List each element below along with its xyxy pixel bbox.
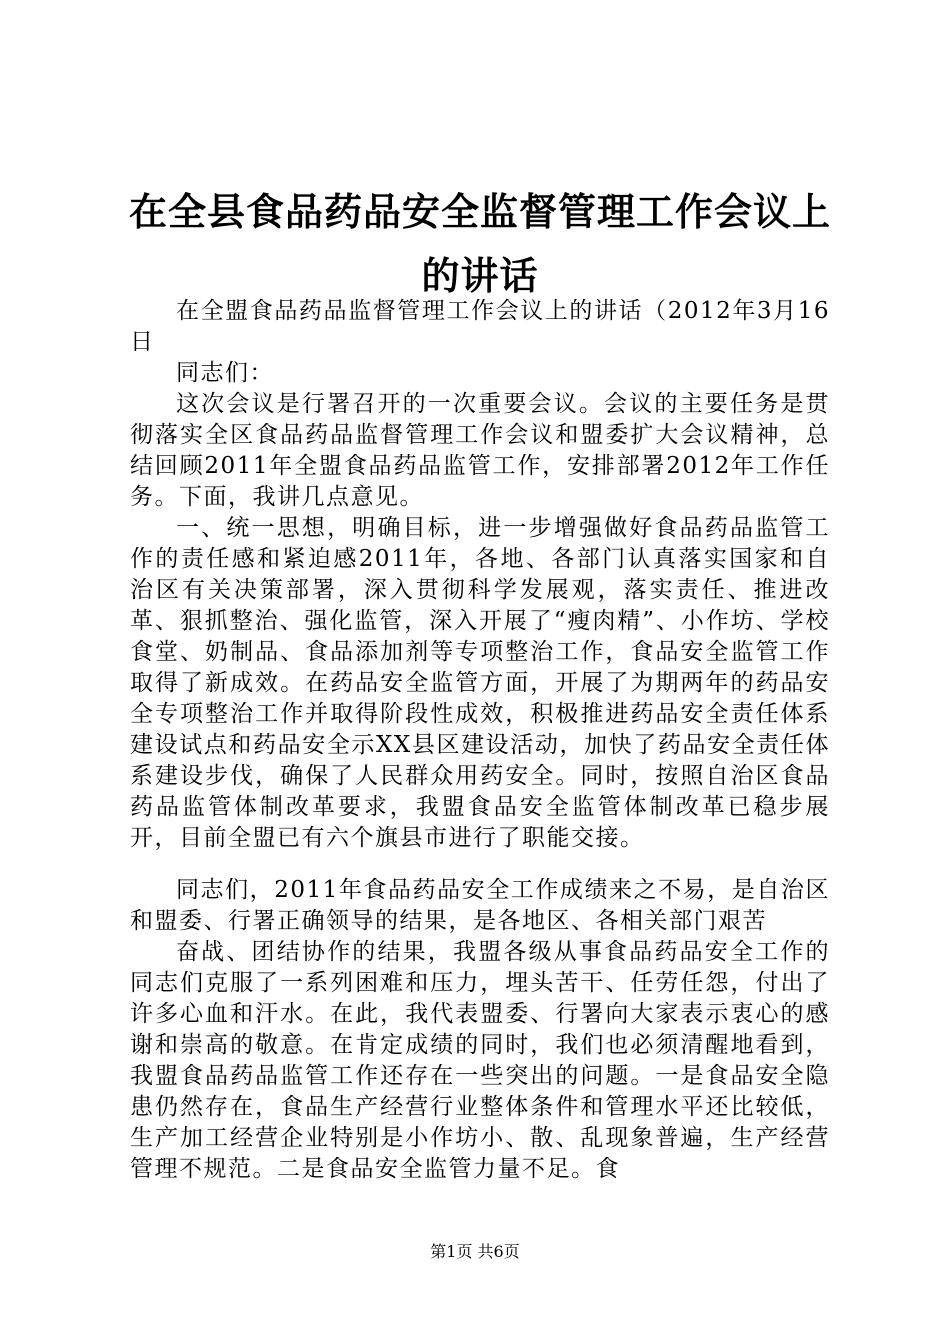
paragraph-problems: 奋战、团结协作的结果，我盟各级从事食品药品安全工作的同志们克服了一系列困难和压力，埋头苦干、任劳任怨，付出了许多心血和汗水。在此，我代表盟委、行署向大家表示衷心的感谢和崇高的敬意。在肯定成绩的同时，我们也必须清醒地看到，我盟食品药品监管工作还存在一些突出的问题。一是食品安全隐患仍然存在，食品生产经营行业整体条件和管理水平还比较低，生产加工经营企业特别是小作坊小、散、乱现象普遍，生产经营管理不规范。二是食品安全监管力量不足。食 bbox=[130, 939, 830, 1182]
page-footer: 第1页 共6页 bbox=[430, 1242, 520, 1261]
paragraph-salutation: 同志们： bbox=[176, 360, 274, 386]
paragraph-section-one: 一、统一思想，明确目标，进一步增强做好食品药品监管工作的责任感和紧迫感2011年，各地、各部门认真落实国家和自治区有关决策部署，深入贯彻科学发展观，落实责任、推进改革、狠抓整治、强化监管，深入开展了“瘦肉精”、小作坊、学校食堂、奶制品、食品添加剂等专项整治工作，食品安全监管工作取得了新成效。在药品安全监管方面，开展了为期两年的药品安全专项整治工作并取得阶段性成效，积极推进药品安全责任体系建设试点和药品安全示XX县区建设活动，加快了药品安全责任体系建设步伐，确保了人民群众用药安全。同时，按照自治区食品药品监管体制改革要求，我盟食品安全监管体制改革已稳步展开，目前全盟已有六个旗县市进行了职能交接。 bbox=[130, 515, 830, 851]
document-title: 在全县食品药品安全监督管理工作会议上的讲话 bbox=[128, 190, 831, 298]
paragraph-meeting-purpose: 这次会议是行署召开的一次重要会议。会议的主要任务是贯彻落实全区食品药品监督管理工作会议和盟委扩大会议精神，总结回顾2011年全盟食品药品监管工作，安排部署2012年工作任务。下面，我讲几点意见。 bbox=[130, 391, 830, 510]
paragraph-heading-line: 在全盟食品药品监督管理工作会议上的讲话（2012年3月16日 bbox=[130, 298, 830, 355]
paragraph-achievements: 同志们，2011年食品药品安全工作成绩来之不易，是自治区和盟委、行署正确领导的结果，是各地区、各相关部门艰苦 bbox=[130, 877, 830, 934]
document-body bbox=[130, 296, 830, 1185]
